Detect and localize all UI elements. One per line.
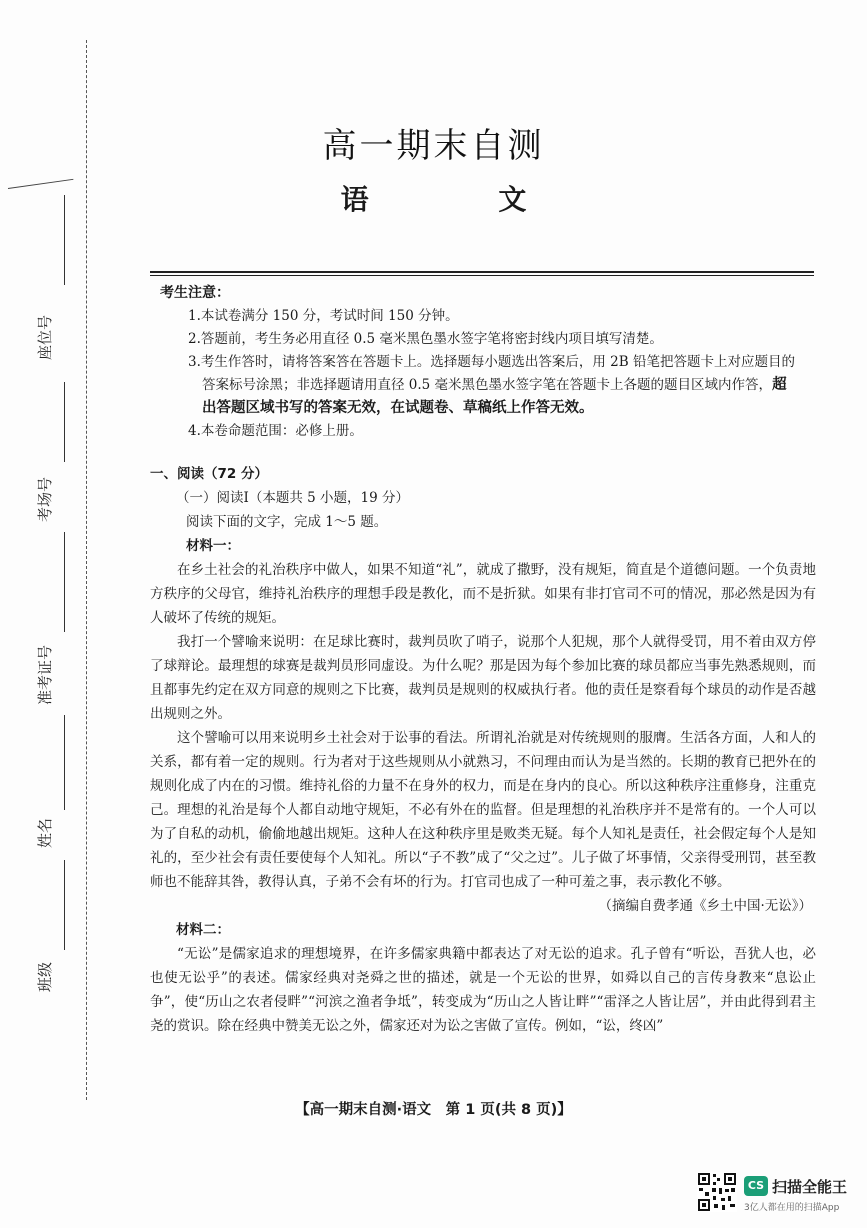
admission-number-blank	[64, 532, 65, 632]
material-one-source: （摘编自费孝通《乡土中国·无讼》）	[598, 898, 812, 914]
paragraph-1: 在乡土社会的礼治秩序中做人，如果不知道“礼”，就成了撒野，没有规矩，简直是个道德问题。一个负责地方秩序的父母官，维持礼治秩序的理想手段是教化，而不是折狱。如果有非打官司不可的情况，那必然是因为有人破坏了传统的规矩。	[150, 562, 816, 626]
name-blank	[64, 715, 65, 810]
reading-instruction: 阅读下面的文字，完成 1～5 题。	[186, 514, 388, 530]
paragraph-4: “无讼”是儒家追求的理想境界，在许多儒家典籍中都表达了对无讼的追求。孔子曾有“听讼，吾犹人也，必也使无讼乎”的表述。儒家经典对尧舜之世的描述，就是一个无讼的世界，如舜以自己的言传身教来“息讼止争”，使“历山之农者侵畔”“河滨之渔者争坻”，转变成为“历山之人皆让畔”“雷泽之人皆让居”，并由此得到君主尧的赏识。除在经典中赞美无讼之外，儒家还对为讼之害做了宣传。例如，“讼，终凶”	[150, 946, 816, 1034]
candidate-notice	[160, 282, 810, 443]
paragraph-2: 我打一个譬喻来说明：在足球比赛时，裁判员吹了哨子，说那个人犯规，那个人就得受罚，用不着由双方停了球辩论。最理想的球赛是裁判员形同虚设。为什么呢？那是因为每个参加比赛的球员都应当事先熟悉规则，而且都事先约定在双方同意的规则之下比赛，裁判员是规则的权威执行者。他的责任是察看每个球员的动作是否越出规则之外。	[150, 634, 816, 722]
camscanner-logo: CS	[744, 1176, 768, 1196]
reading-section	[150, 462, 816, 1038]
notice-item-2: 2.答题前，考生务必用直径 0.5 毫米黑色墨水签字笔将密封线内项目填写清楚。	[188, 331, 663, 347]
admission-number-label: 准考证号	[36, 644, 54, 705]
exam-room-label: 考场号	[36, 476, 54, 522]
seat-number-label: 座位号	[36, 314, 54, 360]
page-footer: 【高一期末自测·语文 第 1 页(共 8 页)】	[295, 1102, 572, 1118]
notice-item-3-emphasis: 出答题区域书写的答案无效，在试题卷、草稿纸上作答无效。	[202, 400, 594, 416]
notice-item-3-text: 答案标号涂黑；非选择题请用直径 0.5 毫米黑色墨水签字笔在答题卡上各题的题目区域内作答，	[202, 377, 773, 393]
notice-item-4: 4.本卷命题范围：必修上册。	[188, 423, 363, 439]
notice-item-3-emphasis-start: 超	[772, 377, 787, 393]
qr-code-icon	[697, 1172, 737, 1212]
notice-item-3: 3.考生作答时，请将答案答在答题卡上。选择题每小题选出答案后，用 2B 铅笔把答题卡上对应题目的	[188, 354, 795, 370]
camscanner-name: 扫描全能王	[772, 1178, 848, 1196]
header-rule-thin	[150, 275, 814, 276]
material-two-label: 材料二：	[176, 922, 230, 938]
header-rule	[150, 271, 814, 273]
notice-item-3-cont	[160, 374, 810, 397]
class-blank	[64, 860, 65, 950]
material-one-label: 材料一：	[186, 538, 240, 554]
section-heading: 一、阅读（72 分）	[150, 466, 268, 482]
notice-heading: 考生注意：	[160, 285, 230, 301]
name-label: 姓名	[36, 817, 54, 848]
subject-title: 语 文	[340, 183, 587, 216]
exam-title: 高一期末自测	[322, 126, 545, 166]
paragraph-3: 这个譬喻可以用来说明乡土社会对于讼事的看法。所谓礼治就是对传统规则的服膺。生活各方面，人和人的关系，都有着一定的规则。行为者对于这些规则从小就熟习，不问理由而认为是当然的。长期的教育已把外在的规则化成了内在的习惯。维持礼俗的力量不在身外的权力，而是在身内的良心。所以这种秩序注重修身，注重克己。理想的礼治是每个人都自动地守规矩，不必有外在的监督。但是理想的礼治秩序并不是常有的。一个人可以为了自私的动机，偷偷地越出规矩。这种人在这种秩序里是败类无疑。每个人知礼是责任，社会假定每个人是知礼的，至少社会有责任要使每个人知礼。所以“子不教”成了“父之过”。儿子做了坏事情，父亲得受刑罚，甚至教师也不能辞其咎，教得认真，子弟不会有坏的行为。打官司也成了一种可羞之事，表示教化不够。	[150, 730, 816, 890]
camscanner-tagline: 3亿人都在用的扫描App	[744, 1203, 840, 1213]
notice-item-1: 1.本试卷满分 150 分，考试时间 150 分钟。	[188, 308, 459, 324]
subsection-heading: （一）阅读Ⅰ（本题共 5 小题，19 分）	[176, 490, 409, 506]
exam-room-blank	[64, 382, 65, 462]
class-label: 班级	[36, 961, 54, 992]
